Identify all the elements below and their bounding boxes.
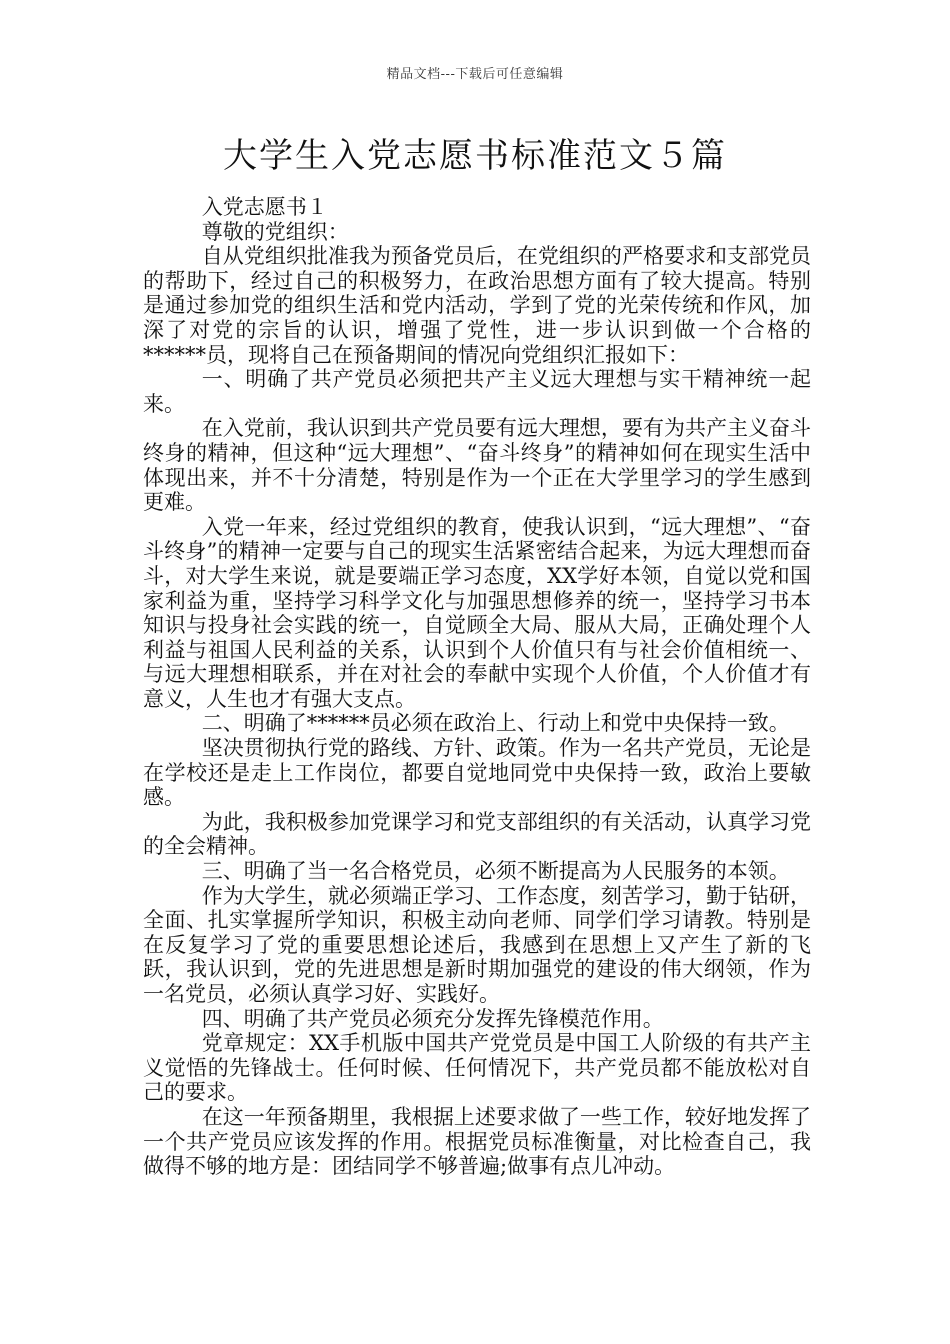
paragraph: 在这一年预备期里，我根据上述要求做了一些工作，较好地发挥了一个共产党员应该发挥的作用。根据党员标准衡量，对比检查自己，我做得不够的地方是：团结同学不够普遍;做事有点儿冲动。 <box>143 1104 811 1179</box>
paragraph-heading: 一、明确了共产党员必须把共产主义远大理想与实干精神统一起来。 <box>143 367 811 416</box>
paragraph-salutation: 尊敬的党组织： <box>201 219 349 244</box>
paragraph-section-label: 入党志愿书１ <box>201 195 328 219</box>
document-title: 大学生入党志愿书标准范文５篇 <box>223 136 727 176</box>
page-header: 精品文档---下载后可任意编辑 <box>386 67 564 82</box>
paragraph: 作为大学生，就必须端正学习、工作态度，刻苦学习，勤于钻研，全面、扎实掌握所学知识，积极主动向老师、同学们学习请教。特别是在反复学习了党的重要思想论述后，我感到在思想上又产生了新的飞跃，我认识到，党的先进思想是新时期加强党的建设的伟大纲领，作为一名党员，必须认真学习好、实践好。 <box>143 883 811 1006</box>
paragraph-heading: 三、明确了当一名合格党员，必须不断提高为人民服务的本领。 <box>201 859 790 884</box>
paragraph: 为此，我积极参加党课学习和党支部组织的有关活动，认真学习党的全会精神。 <box>143 809 811 859</box>
paragraph-heading: 四、明确了共产党员必须充分发挥先锋模范作用。 <box>201 1006 664 1031</box>
paragraph: 在入党前，我认识到共产党员要有远大理想，要有为共产主义奋斗终身的精神，但这种“远大理想”、“奋斗终身”的精神如何在现实生活中体现出来，并不十分清楚，特别是作为一个正在大学里学习的学生感到更难。 <box>143 416 811 515</box>
paragraph-heading: 二、明确了******员必须在政治上、行动上和党中央保持一致。 <box>201 711 790 736</box>
document-body <box>143 195 811 1179</box>
paragraph: 坚决贯彻执行党的路线、方针、政策。作为一名共产党员，无论是在学校还是走上工作岗位，都要自觉地同党中央保持一致，政治上要敏感。 <box>143 736 811 810</box>
paragraph: 自从党组织批准我为预备党员后，在党组织的严格要求和支部党员的帮助下，经过自己的积极努力，在政治思想方面有了较大提高。特别是通过参加党的组织生活和党内活动，学到了党的光荣传统和作风，加深了对党的宗旨的认识，增强了党性，进一步认识到做一个合格的******员，现将自己在预备期间的情况向党组织汇报如下： <box>143 244 811 367</box>
paragraph: 入党一年来，经过党组织的教育，使我认识到，“远大理想”、“奋斗终身”的精神一定要与自己的现实生活紧密结合起来，为远大理想而奋斗，对大学生来说，就是要端正学习态度，XX学好本领，自觉以党和国家利益为重，坚持学习科学文化与加强思想修养的统一，坚持学习书本知识与投身社会实践的统一，自觉顾全大局、服从大局，正确处理个人利益与祖国人民利益的关系，认识到个人价值只有与社会价值相统一、与远大理想相联系，并在对社会的奉献中实现个人价值，个人价值才有意义，人生也才有强大支点。 <box>143 514 811 711</box>
paragraph: 党章规定：XX手机版中国共产党党员是中国工人阶级的有共产主义觉悟的先锋战士。任何时候、任何情况下，共产党员都不能放松对自己的要求。 <box>143 1031 811 1105</box>
